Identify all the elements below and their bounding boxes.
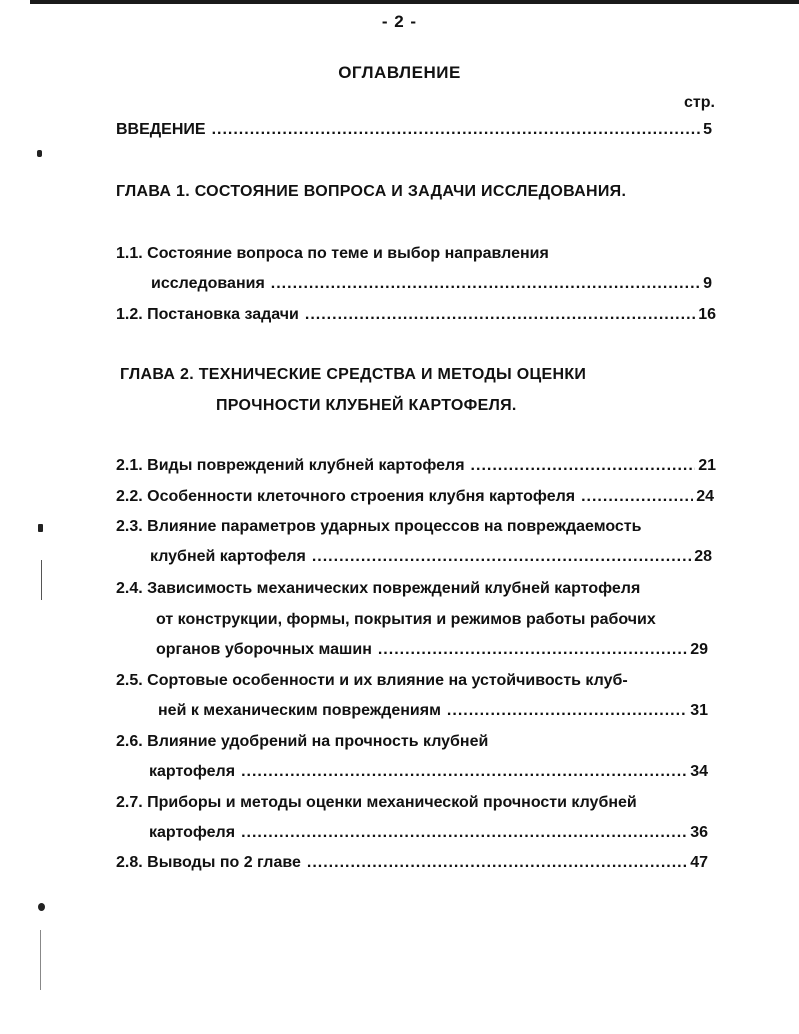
dot-leader <box>241 763 687 781</box>
toc-entry-2-8[interactable] <box>116 854 708 878</box>
dot-leader <box>581 488 693 506</box>
entry-2-3-line1[interactable] <box>116 518 641 536</box>
dot-leader <box>471 457 696 475</box>
entry-page: 47 <box>690 854 708 871</box>
dot-leader <box>378 641 687 659</box>
top-border-line <box>30 0 799 4</box>
section-number: 2.3. <box>116 518 143 535</box>
section-number: 2.4. <box>116 580 143 597</box>
entry-title-cont: картофеля <box>149 824 236 841</box>
chapter-2-heading-line2: ПРОЧНОСТИ КЛУБНЕЙ КАРТОФЕЛЯ. <box>216 397 517 414</box>
entry-title-cont: картофеля <box>149 763 236 780</box>
toc-entry-1-2[interactable] <box>116 306 716 330</box>
entry-page: 21 <box>698 457 716 474</box>
toc-entry-2-2[interactable] <box>116 488 714 512</box>
dot-leader <box>307 854 687 872</box>
section-number: 2.5. <box>116 672 143 689</box>
entry-page: 29 <box>690 641 708 658</box>
entry-page: 36 <box>690 824 708 841</box>
dot-leader <box>241 824 687 842</box>
entry-title: Приборы и методы оценки механической прочности клубней <box>147 794 637 811</box>
chapter-1-heading[interactable]: ГЛАВА 1. СОСТОЯНИЕ ВОПРОСА И ЗАДАЧИ ИССЛЕДОВАНИЯ. <box>116 183 627 200</box>
scan-line <box>41 560 42 600</box>
page-column-label: стр. <box>684 94 715 111</box>
entry-title-text: Виды повреждений клубней картофеля <box>147 457 465 474</box>
section-number: 1.1. <box>116 245 143 262</box>
scan-line <box>40 930 41 990</box>
dot-leader <box>447 702 687 720</box>
entry-2-5-line1[interactable] <box>116 672 628 690</box>
entry-title: Состояние вопроса по теме и выбор направления <box>147 245 549 262</box>
entry-title <box>116 457 465 475</box>
entry-page: 9 <box>703 275 712 292</box>
dot-leader <box>305 306 695 324</box>
toc-entry-2-4[interactable] <box>156 641 708 665</box>
entry-title-text: Постановка задачи <box>147 306 299 323</box>
entry-title-cont: ней к механическим повреждениям <box>158 702 441 719</box>
toc-entry-2-7[interactable] <box>149 824 708 848</box>
entry-2-4-line1[interactable] <box>116 580 640 598</box>
entry-title-cont: исследования <box>151 275 265 292</box>
entry-page: 34 <box>690 763 708 780</box>
entry-page: 16 <box>698 306 716 323</box>
entry-title: ВВЕДЕНИЕ <box>116 121 206 138</box>
section-number: 2.1. <box>116 457 143 474</box>
entry-page: 31 <box>690 702 708 719</box>
section-number: 2.8. <box>116 854 143 871</box>
entry-title: Сортовые особенности и их влияние на устойчивость клуб- <box>147 672 628 689</box>
entry-page: 28 <box>694 548 712 565</box>
toc-entry-2-1[interactable] <box>116 457 716 481</box>
entry-title <box>116 306 299 324</box>
entry-title-cont: органов уборочных машин <box>156 641 372 658</box>
page-number: - 2 - <box>381 12 418 31</box>
section-number: 2.6. <box>116 733 143 750</box>
toc-entry-2-3[interactable] <box>150 548 712 572</box>
entry-title-text: Выводы по 2 главе <box>147 854 301 871</box>
scan-speck <box>37 150 42 157</box>
chapter-2-heading-line1[interactable]: ГЛАВА 2. ТЕХНИЧЕСКИЕ СРЕДСТВА И МЕТОДЫ ОЦЕНКИ <box>120 366 587 383</box>
entry-title <box>116 854 301 872</box>
scan-speck <box>38 524 43 532</box>
section-number: 2.2. <box>116 488 143 505</box>
dot-leader <box>271 275 700 293</box>
section-number: 2.7. <box>116 794 143 811</box>
entry-page: 5 <box>703 121 712 138</box>
entry-2-4-line2: от конструкции, формы, покрытия и режимов работы рабочих <box>156 611 656 628</box>
entry-2-6-line1[interactable] <box>116 733 488 751</box>
toc-entry-1-1[interactable] <box>151 275 712 299</box>
entry-title: Влияние удобрений на прочность клубней <box>147 733 489 750</box>
entry-title: Зависимость механических повреждений клубней картофеля <box>147 580 641 597</box>
scan-speck <box>38 903 45 911</box>
entry-2-7-line1[interactable] <box>116 794 637 812</box>
entry-title <box>116 488 575 506</box>
toc-title: ОГЛАВЛЕНИЕ <box>338 63 461 82</box>
entry-title-cont: клубней картофеля <box>150 548 306 565</box>
entry-1-1-line1[interactable] <box>116 245 549 263</box>
entry-title: Влияние параметров ударных процессов на повреждаемость <box>147 518 642 535</box>
section-number: 1.2. <box>116 306 143 323</box>
toc-entry-intro[interactable] <box>116 121 712 145</box>
entry-page: 24 <box>696 488 714 505</box>
dot-leader <box>212 121 701 139</box>
dot-leader <box>312 548 691 566</box>
toc-entry-2-6[interactable] <box>149 763 708 787</box>
entry-title-text: Особенности клеточного строения клубня картофеля <box>147 488 576 505</box>
toc-entry-2-5[interactable] <box>158 702 708 726</box>
